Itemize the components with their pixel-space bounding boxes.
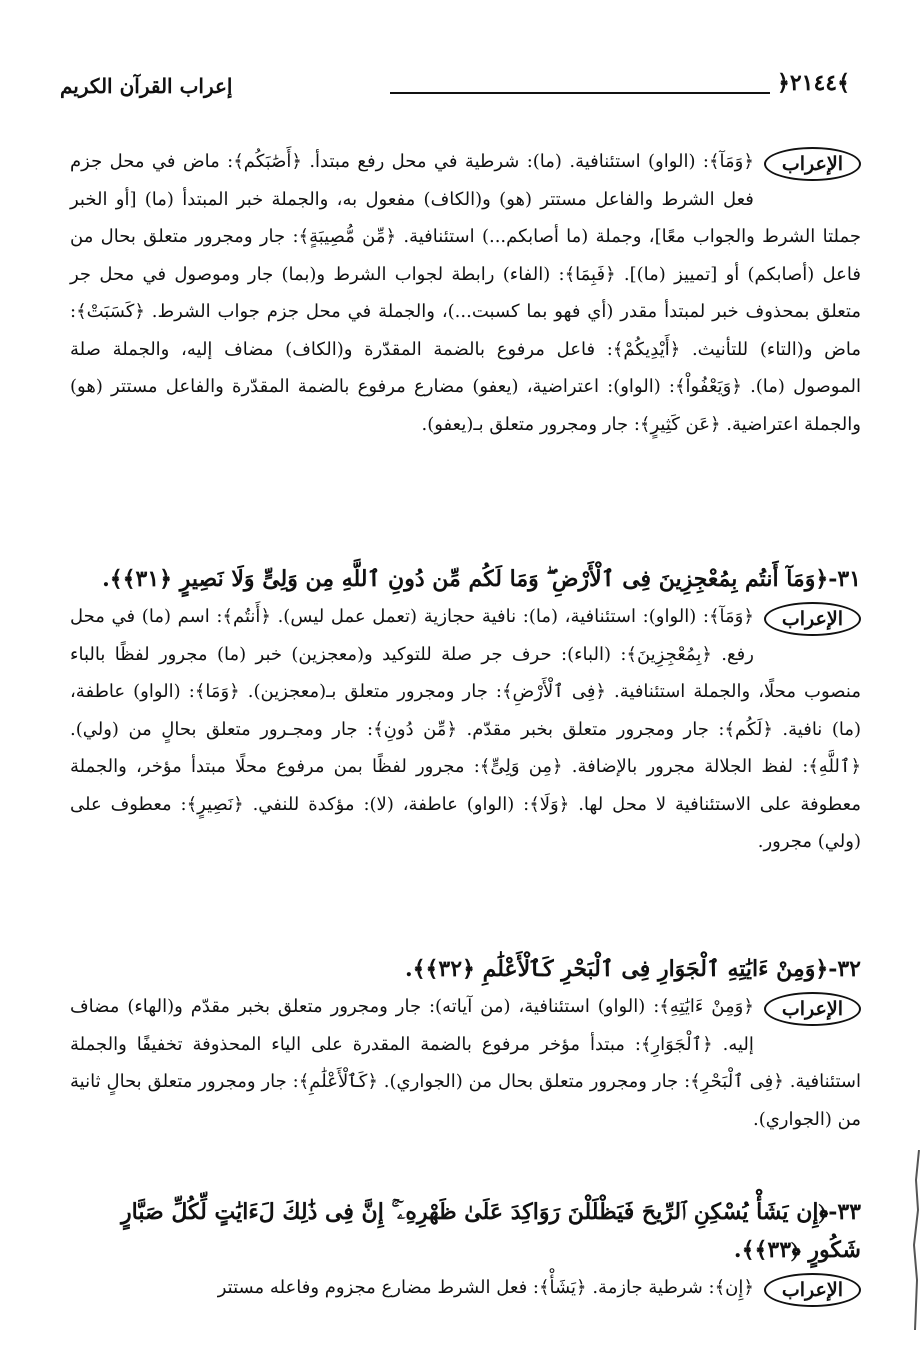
irab-label: الإعراب (764, 1273, 861, 1307)
book-title: إعراب القرآن الكريم (60, 74, 233, 98)
ayah-31: ٣١-﴿وَمَآ أَنتُم بِمُعْجِزِينَ فِى ٱلْأَرْضِ ۖ وَمَا لَكُم مِّن دُونِ ٱللَّهِ مِن وَلِىٍّ وَلَا نَصِيرٍ ﴿٣١﴾﴾. (102, 566, 861, 592)
irab-text: ﴿وَمِنْ ءَايَٰتِهِ﴾: (الواو) استئنافية، (من آياته): جار ومجرور متعلق بخبر مقدّم و(الهاء) مضاف إليه. ﴿ٱلْجَوَارِ﴾: مبتدأ مؤخر مرفوع بالضمة المقدرة على الياء المحذوفة تخفيفًا والجملة استئنافية. ﴿فِى ٱلْبَحْرِ﴾: جار ومجرور متعلق بحال من (الجواري). ﴿كَٱلْأَعْلَٰمِ﴾: جار ومجرور متعلق بحالٍ ثانية من (الجواري). (70, 996, 861, 1130)
irab-text: ﴿إِن﴾: شرطية جازمة. ﴿يَشَأْ﴾: فعل الشرط مضارع مجزوم وفاعله مستتر (217, 1277, 754, 1298)
section-3 (70, 950, 861, 1138)
scan-edge-mark (909, 1150, 921, 1330)
ayah-32: ٣٢-﴿وَمِنْ ءَايَٰتِهِ ٱلْجَوَارِ فِى ٱلْبَحْرِ كَٱلْأَعْلَٰمِ ﴿٣٢﴾﴾. (404, 956, 861, 982)
section-2 (70, 560, 861, 861)
irab-label: الإعراب (764, 602, 861, 636)
irab-label: الإعراب (764, 147, 861, 181)
section-1 (70, 143, 861, 443)
irab-paragraph (70, 143, 861, 443)
irab-text: ﴿وَمَآ﴾: (الواو) استئنافية. (ما): شرطية في محل رفع مبتدأ. ﴿أَصَٰبَكُم﴾: ماض في محل جزم فعل الشرط والفاعل مستتر (هو) و(الكاف) مفعول به، والجملة خبر المبتدأ (ما) [أو الخبر جملتا الشرط والجواب معًا]، وجملة (ما أصابكم...) استئنافية. ﴿مِّن مُّصِيبَةٍ﴾: جار ومجرور متعلق بحال من فاعل (أصابكم) أو [تمييز (ما)]. ﴿فَبِمَا﴾: (الفاء) رابطة لجواب الشرط و(بما) جار وموصول في محل جر متعلق بمحذوف خبر لمبتدأ مقدر (أي فهو بما كسبت...)، والجملة في محل جزم جواب الشرط. ﴿كَسَبَتْ﴾: ماض و(التاء) للتأنيث. ﴿أَيْدِيكُمْ﴾: فاعل مرفوع بالضمة المقدّرة و(الكاف) مضاف إليه، والجملة صلة الموصول (ما). ﴿وَيَعْفُواْ﴾: (الواو): اعتراضية، (يعفو) مضارع مرفوع بالضمة المقدّرة والفاعل مستتر (هو) والجملة اعتراضية. ﴿عَن كَثِيرٍ﴾: جار ومجرور متعلق بـ(يعفو). (70, 151, 861, 435)
irab-paragraph (70, 1269, 861, 1307)
page-header (60, 70, 850, 110)
irab-label: الإعراب (764, 992, 861, 1026)
section-4 (70, 1193, 861, 1307)
page-number: ﴿٢١٤٤﴾ (776, 70, 850, 96)
irab-text: ﴿وَمَآ﴾: (الواو): استئنافية، (ما): نافية حجازية (تعمل عمل ليس). ﴿أَنتُم﴾: اسم (ما) في محل رفع. ﴿بِمُعْجِزِينَ﴾: (الباء): حرف جر صلة للتوكيد و(معجزين) خبر (ما) مجرور لفظًا بالباء منصوب محلًا، والجملة استئنافية. ﴿فِى ٱلْأَرْضِ﴾: جار ومجرور متعلق بـ(معجزين). ﴿وَمَا﴾: (الواو) عاطفة، (ما) نافية. ﴿لَكُم﴾: جار ومجرور متعلق بخبر مقدّم. ﴿مِّن دُونِ﴾: جار ومجـرور متعلق بحالٍ من (ولي). ﴿ٱللَّهِ﴾: لفظ الجلالة مجرور بالإضافة. ﴿مِن وَلِىٍّ﴾: مجرور لفظًا بمن مرفوع محلًا مبتدأ مؤخر، والجملة معطوفة على الاستئنافية لا محل لها. ﴿وَلَا﴾: (الواو) عاطفة، (لا): مؤكدة للنفي. ﴿نَصِيرٍ﴾: معطوف على (ولي) مجرور. (70, 606, 861, 852)
ayah-33: ٣٣-﴿إِن يَشَأْ يُسْكِنِ ٱلرِّيحَ فَيَظْلَلْنَ رَوَاكِدَ عَلَىٰ ظَهْرِهِۦٓ ۚ إِنَّ فِى ذَٰلِكَ لَءَايَٰتٍ لِّكُلِّ صَبَّارٍ شَكُورٍ ﴿٣٣﴾﴾. (121, 1199, 861, 1263)
irab-paragraph (70, 598, 861, 861)
irab-paragraph (70, 988, 861, 1138)
header-rule (390, 92, 770, 94)
